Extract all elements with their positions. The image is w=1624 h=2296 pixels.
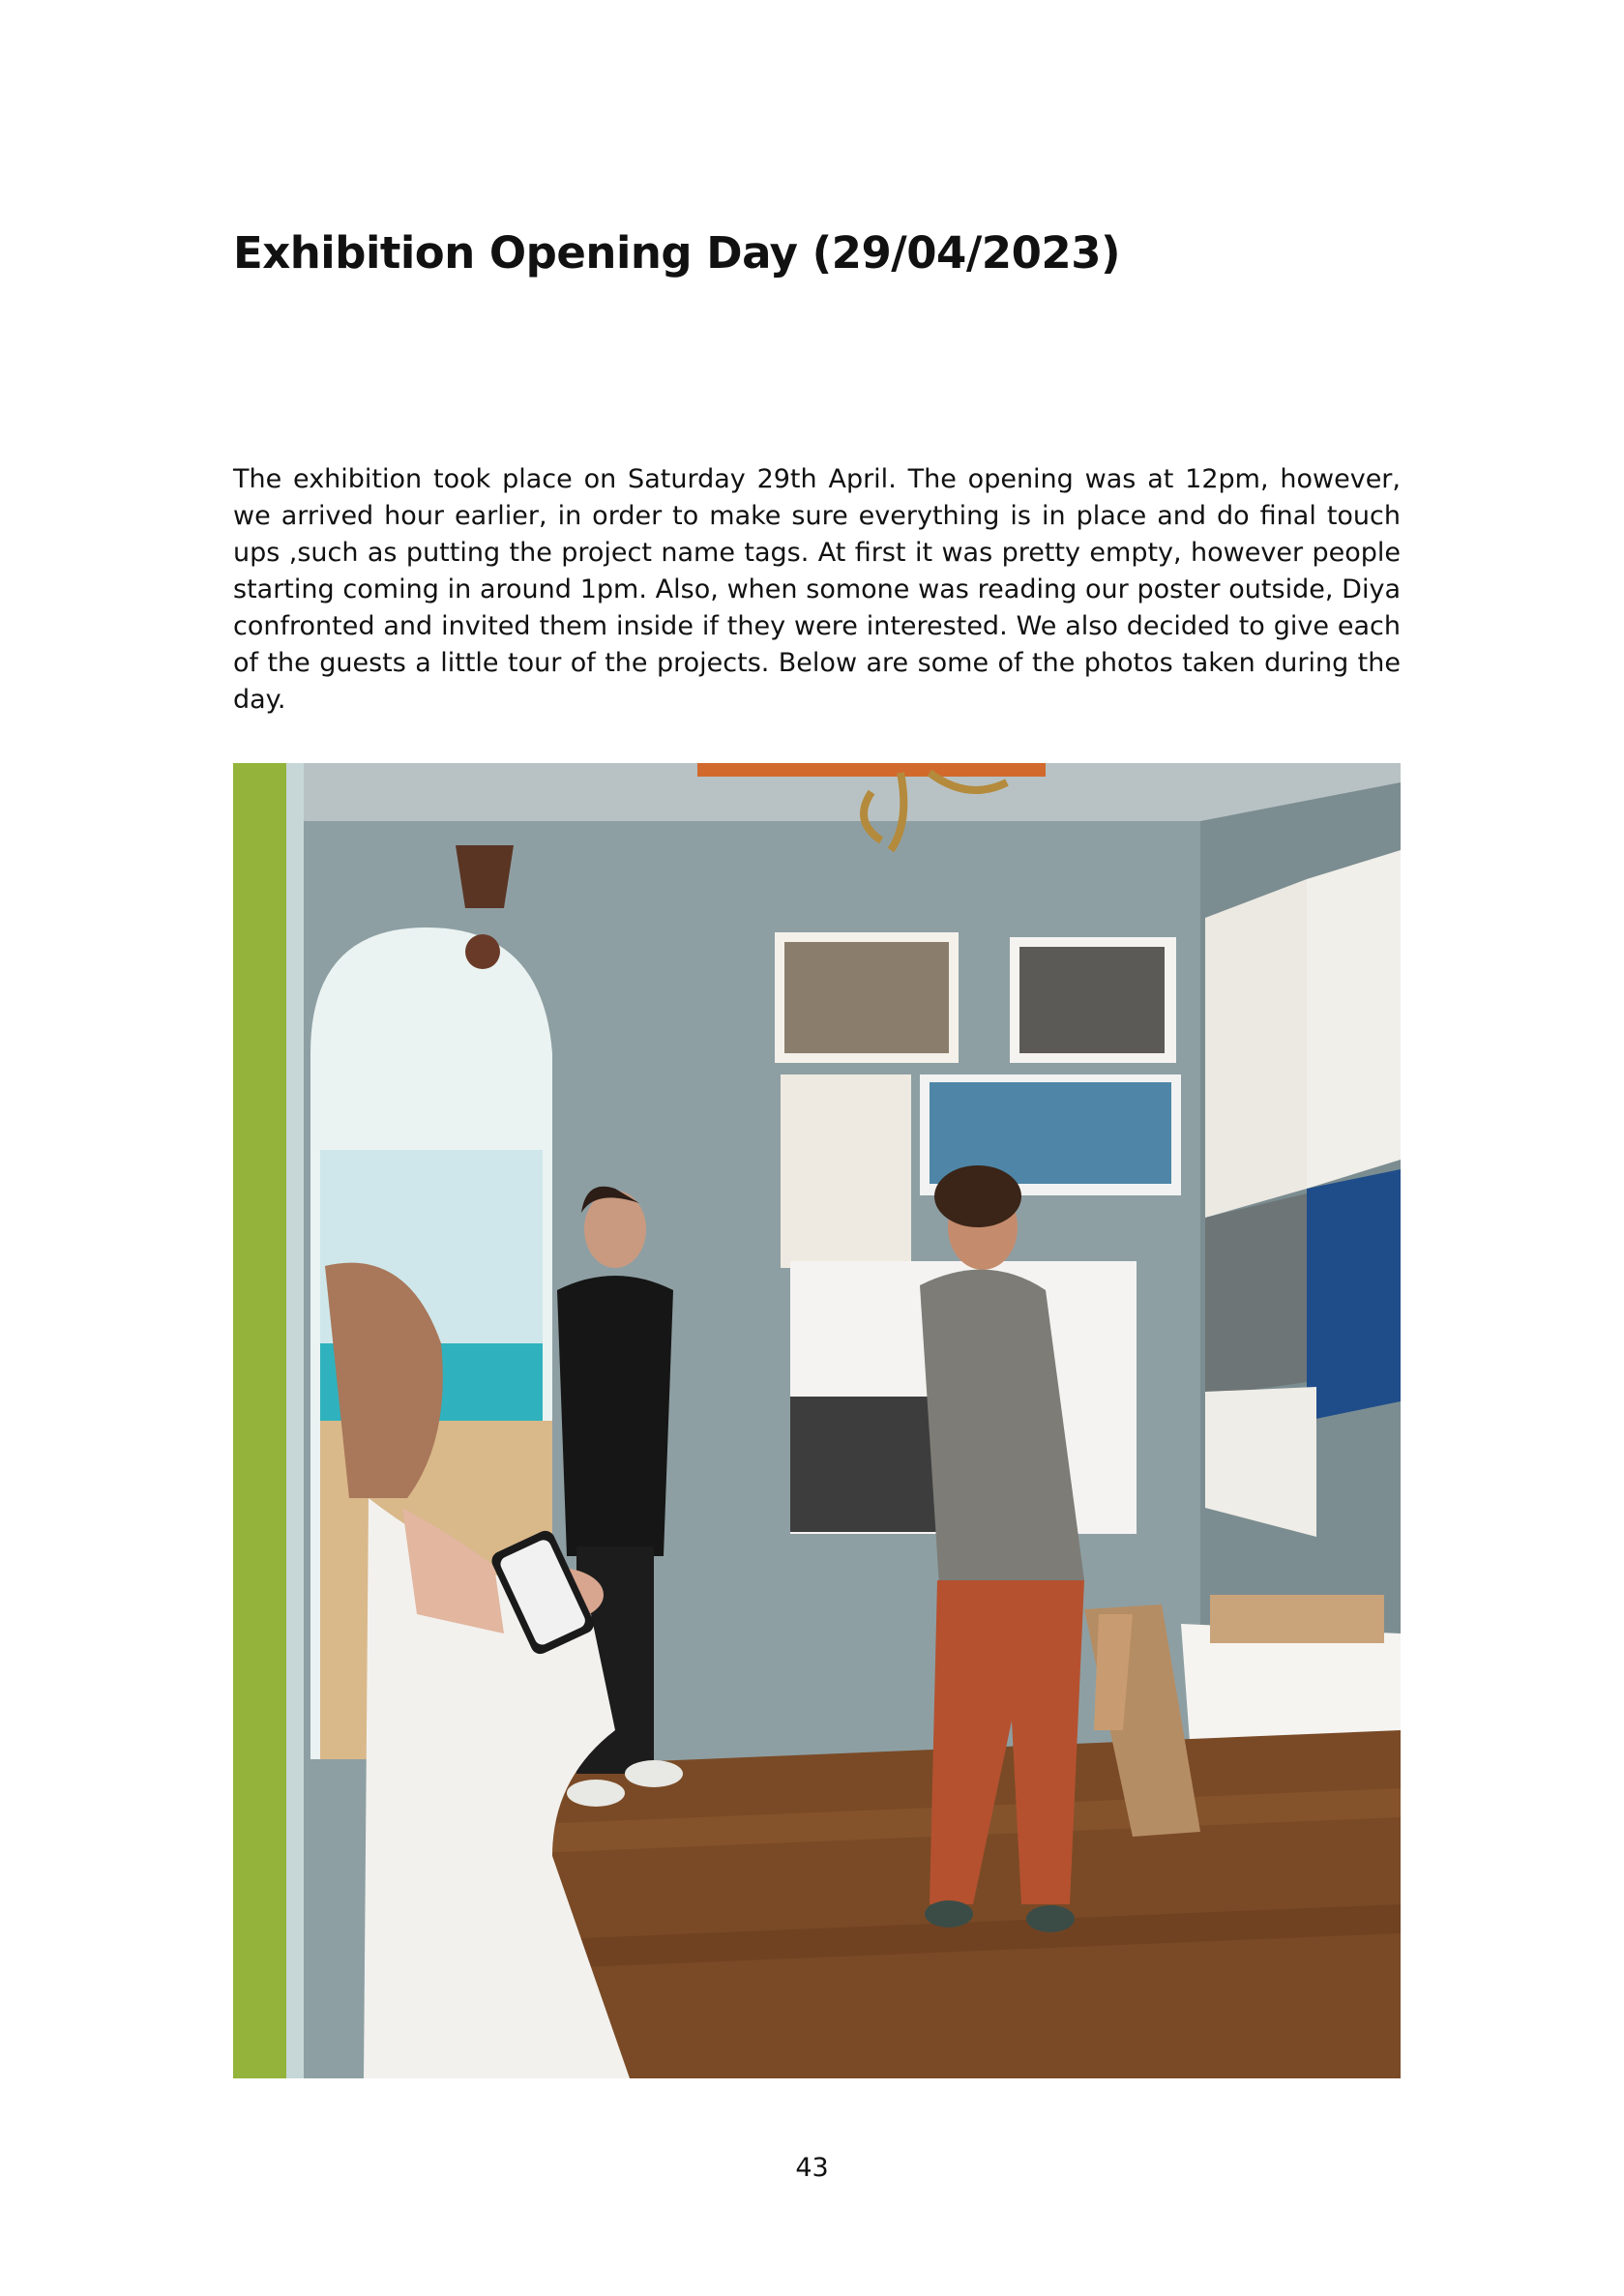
- page-title: Exhibition Opening Day (29/04/2023): [233, 227, 1121, 279]
- page-number: 43: [795, 2153, 829, 2183]
- exhibition-photo: [233, 763, 1401, 2078]
- body-paragraph: The exhibition took place on Saturday 29th April. The opening was at 12pm, however, we arrived hour earlier, in order to make sure everything is in place and do final touch ups ,such as putting the project name tags. At first it was pretty empty, however people starting coming in around 1pm. Also, when somone was reading our poster outside, Diya confronted and invited them inside if they were interested. We also decided to give each of the guests a little tour of the projects. Below are some of the photos taken during the day.: [233, 464, 1401, 715]
